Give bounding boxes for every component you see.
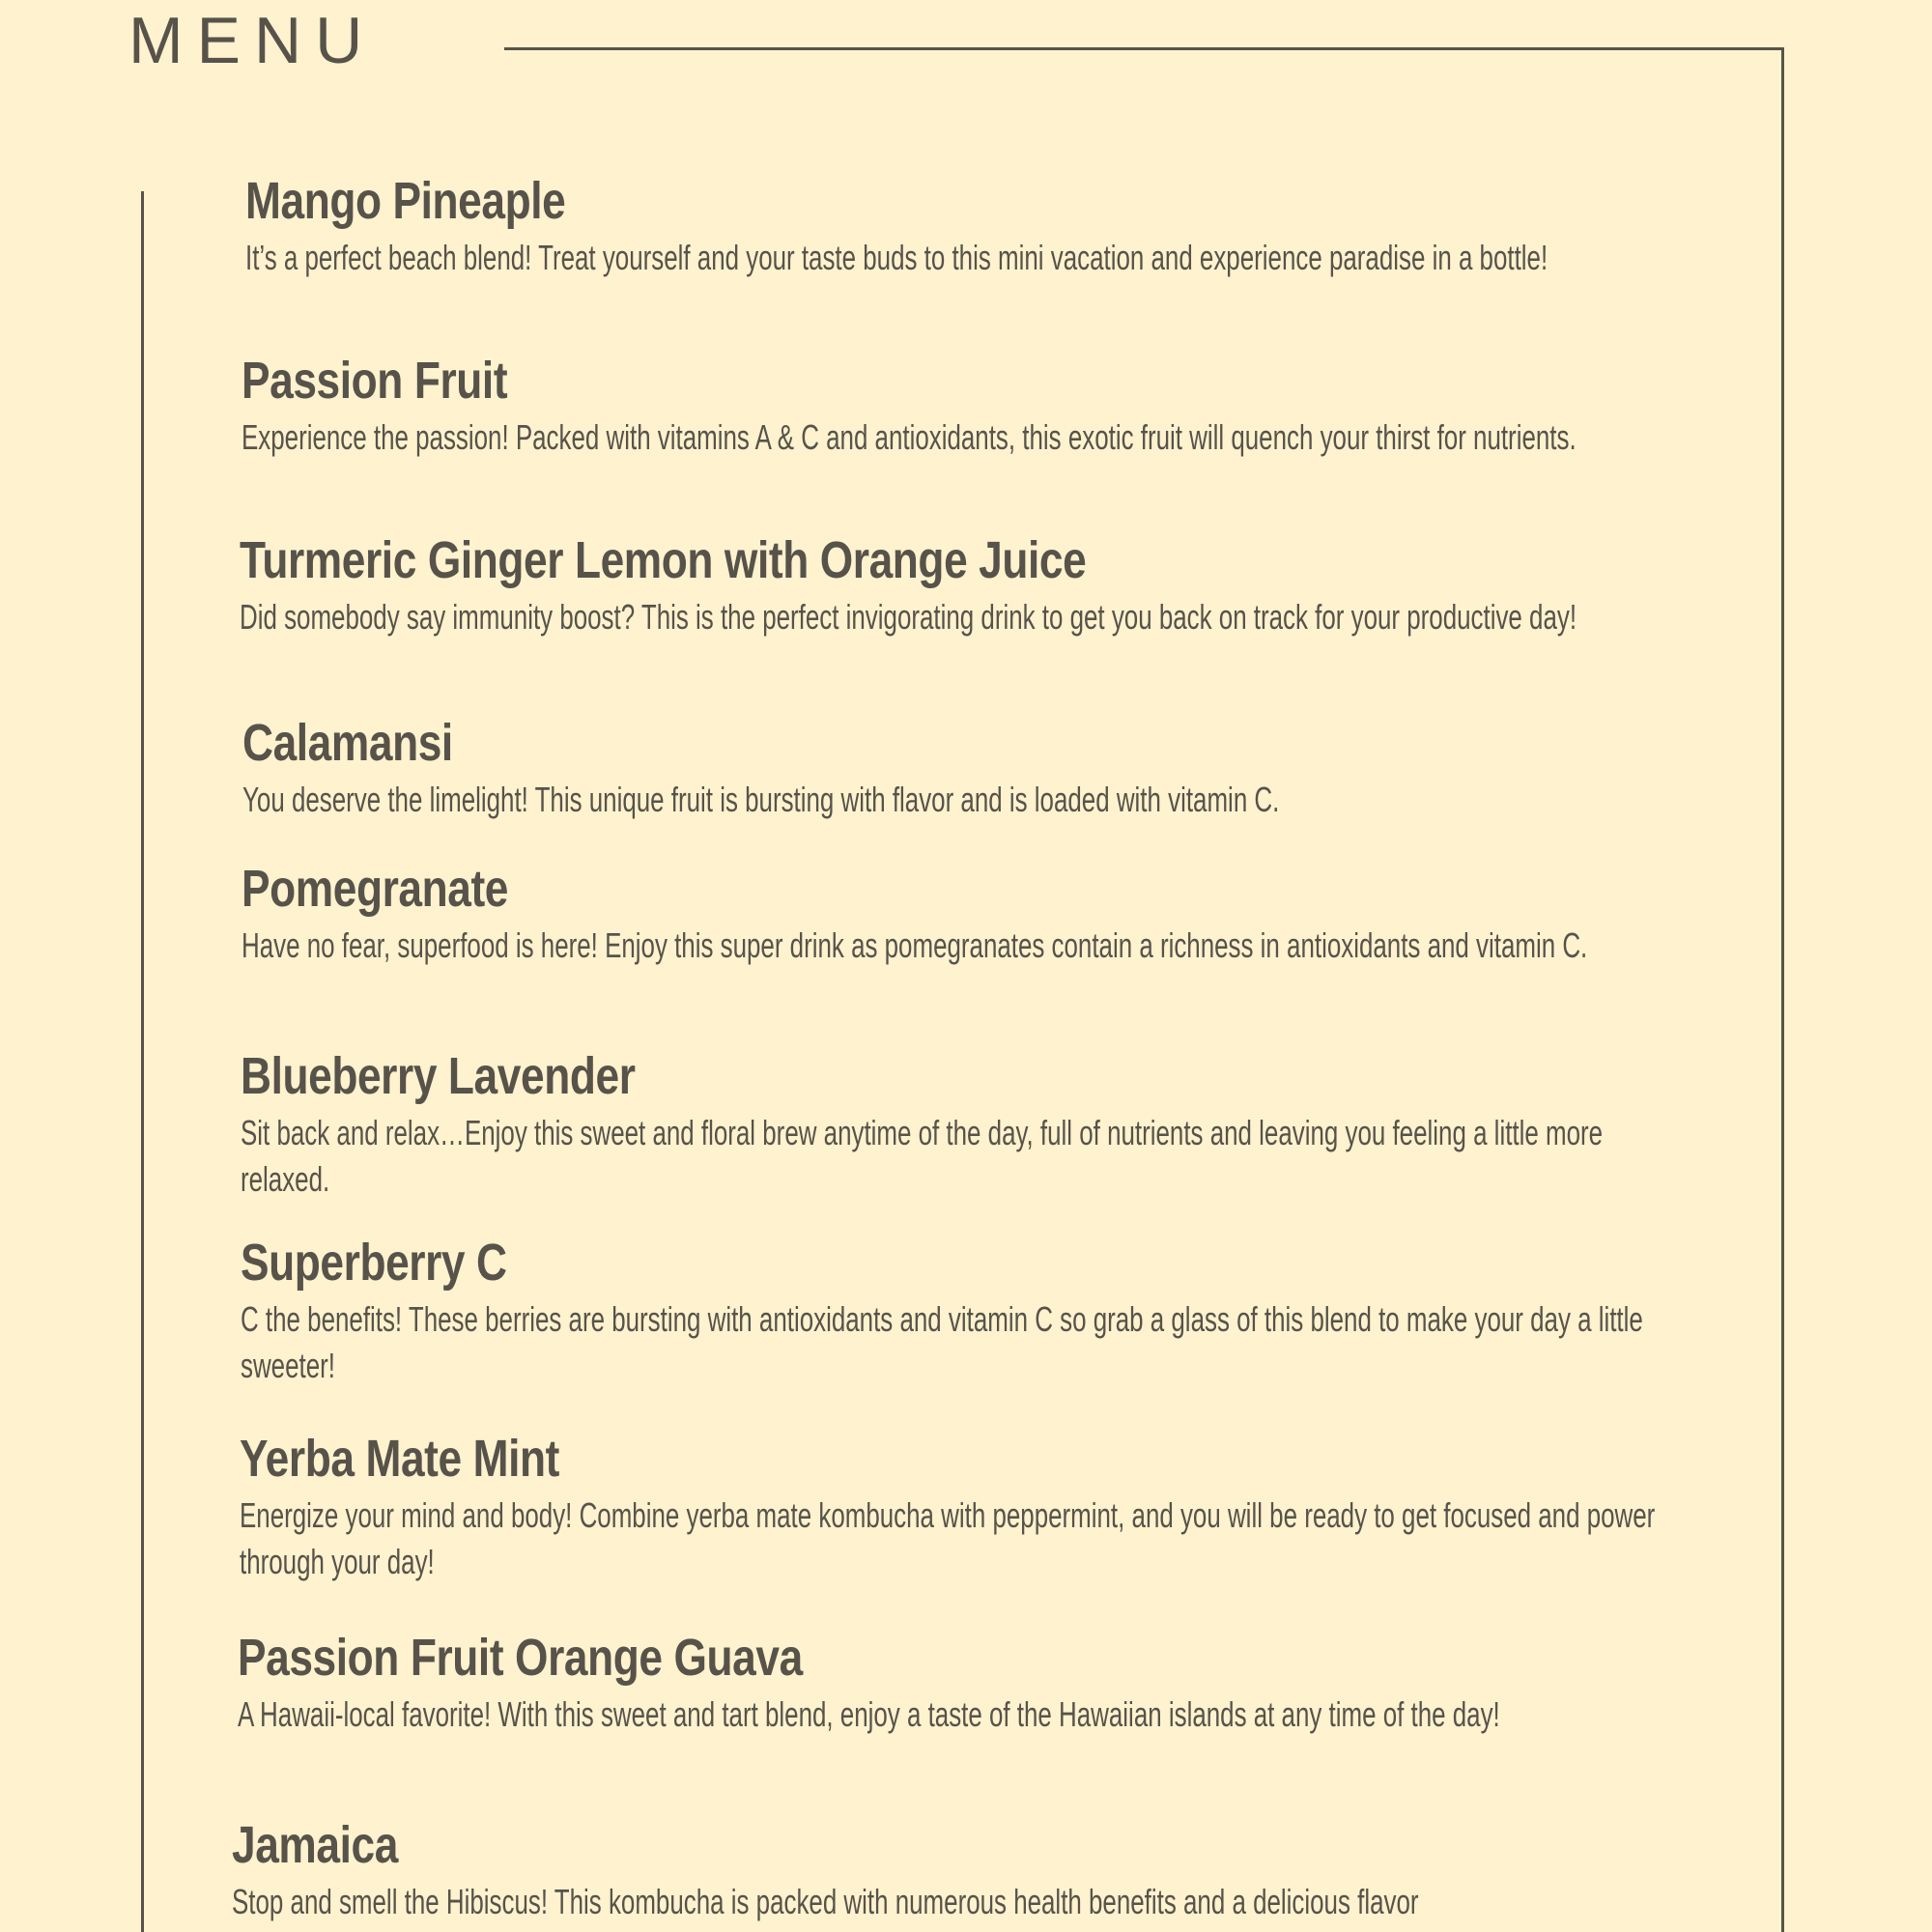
menu-item [242,352,1710,461]
menu-title: MENU [128,4,377,77]
menu-item-name: Yerba Mate Mint [240,1430,559,1488]
menu-item-name: Mango Pineaple [245,172,566,230]
menu-item-description: C the benefits! These berries are bursting with antioxidants and vitamin C so grab a glass of this blend to make your day a little sweeter! [241,1299,1643,1385]
menu-item-description: Sit back and relax…Enjoy this sweet and floral brew anytime of the day, full of nutrients and leaving you feeling a little more relaxed. [241,1113,1604,1199]
menu-item-description: You deserve the limelight! This unique fruit is bursting with flavor and is loaded with vitamin C. [242,780,1280,819]
menu-item [242,860,1710,969]
menu-item-name: Turmeric Ginger Lemon with Orange Juice [240,531,1087,589]
top-divider [504,47,1784,50]
menu-item-name: Blueberry Lavender [241,1047,636,1105]
menu-item-name: Pomegranate [242,860,509,918]
menu-item [240,1430,1708,1585]
menu-item-description: Energize your mind and body! Combine yerba mate kombucha with peppermint, and you will be ready to get focused and power through your day! [240,1495,1656,1581]
menu-item-name: Superberry C [241,1234,507,1292]
right-border [1781,47,1784,1932]
menu-item-description: Did somebody say immunity boost? This is the perfect invigorating drink to get you back on track for your productive day! [240,597,1577,637]
menu-item-description: A Hawaii-local favorite! With this sweet and tart blend, enjoy a taste of the Hawaiian islands at any time of the day! [238,1694,1500,1734]
menu-item [242,714,1711,823]
menu-item [232,1816,1700,1925]
menu-item-name: Calamansi [242,714,453,772]
menu-item-name: Passion Fruit [242,352,508,410]
menu-item [241,1047,1709,1203]
menu-item-description: Stop and smell the Hibiscus! This kombucha is packed with numerous health benefits and a delicious flavor [232,1882,1419,1921]
menu-item-description: Experience the passion! Packed with vitamins A & C and antioxidants, this exotic fruit will quench your thirst for nutrients. [242,417,1577,457]
menu-item [245,172,1714,281]
left-border [141,191,144,1932]
menu-item-name: Passion Fruit Orange Guava [238,1629,803,1687]
menu-item [241,1236,1709,1389]
menu-item-description: It’s a perfect beach blend! Treat yourself and your taste buds to this mini vacation and experience paradise in a bottle! [245,238,1548,277]
menu-item-description: Have no fear, superfood is here! Enjoy this super drink as pomegranates contain a richness in antioxidants and vitamin C. [242,925,1588,965]
menu-item [240,531,1708,640]
menu-item [238,1629,1706,1738]
menu-item-name: Jamaica [232,1816,398,1874]
